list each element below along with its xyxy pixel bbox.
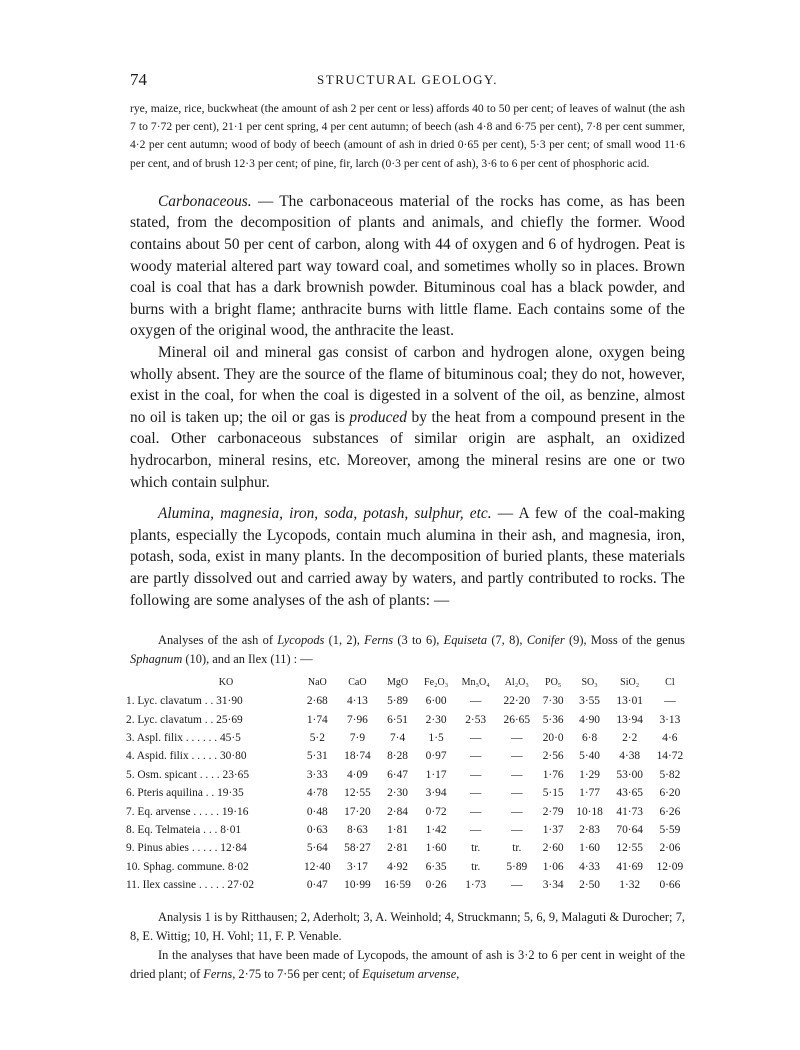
value-cell: 1·37 bbox=[542, 824, 564, 837]
value-cell: 1·42 bbox=[425, 824, 447, 837]
value-cell: 13·94 bbox=[616, 713, 643, 726]
value-cell: 2·06 bbox=[659, 842, 681, 855]
value-cell: 0·66 bbox=[659, 879, 681, 892]
mineral-oil-text-b: by the heat from a compound present in the coal. Other carbonaceous substances of similar origin are asphalt, an oxidized hydrocarbon, mineral resins, etc. Moreover, among the mineral resins are one or two which contain sulphur. bbox=[130, 408, 685, 491]
mineral-oil-emphasis: produced bbox=[349, 408, 407, 426]
value-cell: 0·97 bbox=[425, 750, 447, 763]
value-cell: 6·35 bbox=[425, 860, 447, 873]
value-cell: 2·68 bbox=[306, 695, 328, 708]
value-cell: 7·4 bbox=[389, 732, 406, 745]
value-cell: — bbox=[511, 768, 523, 781]
value-cell: 1·29 bbox=[579, 768, 601, 781]
value-cell: 5·59 bbox=[659, 824, 681, 837]
value-cell: — bbox=[511, 732, 523, 745]
table-row bbox=[124, 784, 690, 802]
table-row bbox=[124, 876, 690, 894]
table-row bbox=[124, 710, 690, 728]
value-cell: 5·2 bbox=[309, 732, 325, 745]
mineral-oil-text-a: Mineral oil and mineral gas consist of carbon and hydrogen alone, oxygen being wholly absent. They are the source of the flame of bituminous coal; they do not, however, exist in the coal, for when the coal is digested in a solvent of the oil, as benzine, almost no oil is taken up; the oil or gas is bbox=[130, 343, 685, 426]
value-cell: — bbox=[469, 695, 482, 708]
plant-name-cell: 7. Eq. arvense . . . . . 19·16 bbox=[126, 805, 249, 818]
value-cell: 8·63 bbox=[346, 824, 368, 837]
ash-analysis-table bbox=[124, 677, 690, 894]
value-cell: 1·60 bbox=[579, 842, 601, 855]
value-cell: 1·81 bbox=[387, 824, 408, 837]
value-cell: 3·34 bbox=[542, 879, 564, 892]
value-cell: 2·81 bbox=[387, 842, 408, 855]
column-header: Fe₂O₃ bbox=[424, 677, 449, 689]
value-cell: 5·89 bbox=[387, 695, 408, 708]
value-cell: 70·64 bbox=[616, 824, 643, 837]
value-cell: 17·20 bbox=[344, 805, 371, 818]
plant-name-cell: 1. Lyc. clavatum . . 31·90 bbox=[126, 695, 243, 708]
final-paragraph bbox=[130, 946, 685, 984]
value-cell: 2·50 bbox=[579, 879, 601, 892]
column-header: Cl bbox=[665, 677, 675, 689]
value-cell: 4·38 bbox=[619, 750, 641, 763]
caption-part: (10), and an Ilex (11) : — bbox=[182, 652, 313, 667]
caption-part: (3 to 6), bbox=[393, 633, 444, 648]
value-cell: 16·59 bbox=[384, 879, 411, 892]
table-caption bbox=[130, 631, 685, 669]
value-cell: 7·30 bbox=[542, 695, 564, 708]
value-cell: 8·28 bbox=[387, 750, 408, 763]
value-cell: 6·51 bbox=[387, 713, 408, 726]
value-cell: 1·17 bbox=[425, 768, 447, 781]
value-cell: 2·56 bbox=[542, 750, 564, 763]
value-cell: 5·31 bbox=[306, 750, 328, 763]
table-row bbox=[124, 729, 690, 747]
value-cell: 12·55 bbox=[344, 787, 371, 800]
value-cell: 3·13 bbox=[659, 713, 681, 726]
plant-name-cell: 10. Sphag. commune. 8·02 bbox=[126, 860, 249, 873]
value-cell: 5·15 bbox=[542, 787, 564, 800]
plant-name-cell: 4. Aspid. filix . . . . . 30·80 bbox=[126, 750, 247, 763]
value-cell: 2·79 bbox=[542, 805, 564, 818]
value-cell: 26·65 bbox=[503, 713, 531, 726]
value-cell: — bbox=[469, 732, 482, 745]
value-cell: 1·06 bbox=[542, 860, 564, 873]
value-cell: 0·48 bbox=[306, 805, 328, 818]
value-cell: tr. bbox=[512, 842, 522, 855]
page-header bbox=[130, 70, 685, 96]
value-cell: 41·69 bbox=[616, 860, 643, 873]
column-header: SiO₂ bbox=[620, 677, 640, 689]
value-cell: 2·84 bbox=[387, 805, 408, 818]
carbonaceous-paragraph bbox=[130, 191, 685, 342]
table-header-row bbox=[124, 677, 690, 692]
value-cell: 0·47 bbox=[306, 879, 328, 892]
value-cell: 1·74 bbox=[306, 713, 328, 726]
column-header: KO bbox=[218, 677, 234, 689]
table-row bbox=[124, 766, 690, 784]
final-text: In the analyses that have been made of Lycopods, the amount of ash is 3·2 to 6 per cent in weight of the dried plant; of bbox=[130, 948, 685, 982]
value-cell: 0·63 bbox=[306, 824, 328, 837]
value-cell: — bbox=[511, 824, 523, 837]
column-header bbox=[124, 677, 155, 692]
value-cell: — bbox=[511, 787, 523, 800]
value-cell: 4·09 bbox=[346, 768, 368, 781]
table-row bbox=[124, 747, 690, 765]
value-cell: 22·20 bbox=[503, 695, 531, 708]
value-cell: 4·13 bbox=[346, 695, 368, 708]
value-cell: 1·76 bbox=[542, 768, 564, 781]
caption-part: Analyses of the ash of bbox=[158, 633, 278, 648]
value-cell: — bbox=[469, 768, 482, 781]
column-header: SO₃ bbox=[581, 677, 598, 689]
table-row bbox=[124, 821, 690, 839]
plant-name-cell: 9. Pinus abies . . . . . 12·84 bbox=[126, 842, 247, 855]
value-cell: 2·30 bbox=[387, 787, 408, 800]
value-cell: 4·33 bbox=[579, 860, 601, 873]
value-cell: 7·9 bbox=[349, 732, 366, 745]
value-cell: 6·8 bbox=[581, 732, 598, 745]
value-cell: 1·73 bbox=[465, 879, 487, 892]
plant-name-cell: 2. Lyc. clavatum . . 25·69 bbox=[126, 713, 243, 726]
value-cell: 4·92 bbox=[387, 860, 408, 873]
value-cell: tr. bbox=[471, 860, 481, 873]
value-cell: 4·78 bbox=[306, 787, 328, 800]
caption-part: (1, 2), bbox=[324, 633, 365, 648]
table-row bbox=[124, 858, 690, 876]
value-cell: 18·74 bbox=[344, 750, 371, 763]
running-title: STRUCTURAL GEOLOGY. bbox=[317, 72, 498, 87]
analysts-note: Analysis 1 is by Ritthausen; 2, Aderholt; 3, A. Weinhold; 4, Struckmann; 5, 6, 9, Malaguti & Durocher; 7, 8, E. Wittig; 10, H. Vohl; 11, F. P. Venable. bbox=[130, 910, 685, 944]
column-header: MgO bbox=[387, 677, 409, 689]
column-header: NaO bbox=[307, 677, 327, 689]
value-cell: 43·65 bbox=[616, 787, 643, 800]
value-cell: 14·72 bbox=[656, 750, 684, 763]
value-cell: 2·60 bbox=[542, 842, 564, 855]
plant-name-cell: 5. Osm. spicant . . . . 23·65 bbox=[126, 768, 250, 781]
value-cell: 1·32 bbox=[619, 879, 641, 892]
caption-part: (9), Moss of the genus bbox=[564, 633, 685, 648]
table-row bbox=[124, 802, 690, 820]
caption-italic: Lycopods bbox=[277, 633, 325, 648]
plant-name-cell: 8. Eq. Telmateia . . . 8·01 bbox=[126, 824, 242, 837]
table-row bbox=[124, 692, 690, 710]
carbonaceous-text: — The carbonaceous material of the rocks has come, as has been stated, from the decomposition of plants and animals, and chiefly the former. Wood contains about 50 per cent of carbon, along with 44 of oxygen and 6 of hydrogen. Peat is woody material altered part way toward coal, and sometimes wholly so in places. Brown coal is coal that has a dark brownish powder. Bituminous coal has a black powder, and burns with a bright flame; anthracite burns with little flame. Each contains some of the oxygen of the original wood, the anthracite the least. bbox=[130, 192, 685, 340]
value-cell: 1·60 bbox=[425, 842, 447, 855]
column-header: Al₂O₃ bbox=[504, 677, 529, 689]
value-cell: 1·5 bbox=[428, 732, 444, 745]
value-cell: — bbox=[511, 805, 523, 818]
value-cell: 1·77 bbox=[579, 787, 601, 800]
carbonaceous-heading: Carbonaceous. bbox=[158, 192, 252, 210]
value-cell: — bbox=[469, 805, 482, 818]
value-cell: 3·17 bbox=[346, 860, 368, 873]
value-cell: 6·26 bbox=[659, 805, 681, 818]
value-cell: 3·94 bbox=[425, 787, 447, 800]
alumina-heading: Alumina, magnesia, iron, soda, potash, sulphur, etc. bbox=[158, 505, 492, 523]
value-cell: tr. bbox=[471, 842, 481, 855]
value-cell: 10·18 bbox=[576, 805, 603, 818]
final-italic: Equisetum arvense bbox=[362, 967, 457, 982]
caption-italic: Equiseta bbox=[443, 633, 488, 648]
table-body bbox=[124, 692, 690, 894]
intro-paragraph: rye, maize, rice, buckwheat (the amount of ash 2 per cent or less) affords 40 to 50 per cent; of leaves of walnut (the ash 7 to 7·72 per cent), 21·1 per cent spring, 4 per cent autumn; of beech (ash 4·8 and 6·75 per cent), 7·8 per cent summer, 4·2 per cent autumn; wood of body of beech (amount of ash in dried 0·65 per cent), 5·3 per cent; of small wood 11·6 per cent, and of brush 12·3 per cent; of pine, fir, larch (0·3 per cent of ash), 3·6 to 6 per cent of phosphoric acid. bbox=[130, 102, 685, 170]
value-cell: — bbox=[469, 750, 482, 763]
value-cell: — bbox=[511, 879, 523, 892]
value-cell: 13·01 bbox=[616, 695, 643, 708]
value-cell: 5·40 bbox=[579, 750, 601, 763]
value-cell: 53·00 bbox=[616, 768, 643, 781]
column-header: CaO bbox=[348, 677, 367, 689]
plant-name-cell: 3. Aspl. filix . . . . . . 45·5 bbox=[126, 732, 241, 745]
value-cell: 12·40 bbox=[304, 860, 331, 873]
value-cell: 58·27 bbox=[344, 842, 371, 855]
value-cell: 3·55 bbox=[579, 695, 601, 708]
caption-italic: Conifer bbox=[526, 633, 565, 648]
column-header: PO₅ bbox=[545, 677, 562, 689]
alumina-paragraph bbox=[130, 503, 685, 611]
value-cell: 4·6 bbox=[662, 732, 678, 745]
final-text: , 2·75 to 7·56 per cent; of bbox=[232, 967, 363, 982]
page-number: 74 bbox=[130, 70, 147, 89]
value-cell: 4·90 bbox=[579, 713, 601, 726]
value-cell: — bbox=[511, 750, 523, 763]
value-cell: 6·47 bbox=[387, 768, 408, 781]
caption-part: (7, 8), bbox=[487, 633, 527, 648]
value-cell: 2·53 bbox=[465, 713, 487, 726]
value-cell: 12·09 bbox=[656, 860, 684, 873]
value-cell: 2·83 bbox=[579, 824, 601, 837]
value-cell: — bbox=[469, 824, 482, 837]
value-cell: 5·64 bbox=[306, 842, 328, 855]
value-cell: 0·72 bbox=[425, 805, 447, 818]
value-cell: 5·89 bbox=[506, 860, 528, 873]
value-cell: 2·30 bbox=[425, 713, 447, 726]
column-header: Mn₃O₄ bbox=[461, 677, 490, 689]
value-cell: 6·20 bbox=[659, 787, 681, 800]
value-cell: 20·0 bbox=[542, 732, 564, 745]
value-cell: — bbox=[469, 787, 482, 800]
alumina-text: — A few of the coal-making plants, especially the Lycopods, contain much alumina in their ash, and magnesia, iron, potash, soda, exist in many plants. In the decomposition of buried plants, these materials are partly dissolved out and carried away by waters, and partly contributed to rocks. The following are some analyses of the ash of plants: — bbox=[130, 505, 685, 609]
caption-italic: Sphagnum bbox=[130, 652, 183, 667]
final-italic: Ferns bbox=[203, 967, 233, 982]
book-page bbox=[126, 70, 685, 984]
value-cell: 5·82 bbox=[659, 768, 681, 781]
value-cell: 0·26 bbox=[425, 879, 447, 892]
plant-name-cell: 11. Ilex cassine . . . . . 27·02 bbox=[126, 879, 255, 892]
value-cell: 2·2 bbox=[622, 732, 638, 745]
value-cell: 5·36 bbox=[542, 713, 564, 726]
table-row bbox=[124, 839, 690, 857]
value-cell: 6·00 bbox=[425, 695, 447, 708]
value-cell: — bbox=[664, 695, 676, 708]
value-cell: 10·99 bbox=[344, 879, 371, 892]
caption-italic: Ferns bbox=[364, 633, 394, 648]
final-text: , bbox=[456, 967, 460, 982]
value-cell: 3·33 bbox=[306, 768, 328, 781]
value-cell: 7·96 bbox=[346, 713, 368, 726]
plant-name-cell: 6. Pteris aquilina . . 19·35 bbox=[126, 787, 244, 800]
value-cell: 12·55 bbox=[616, 842, 643, 855]
mineral-oil-paragraph bbox=[130, 342, 685, 493]
value-cell: 41·73 bbox=[616, 805, 643, 818]
